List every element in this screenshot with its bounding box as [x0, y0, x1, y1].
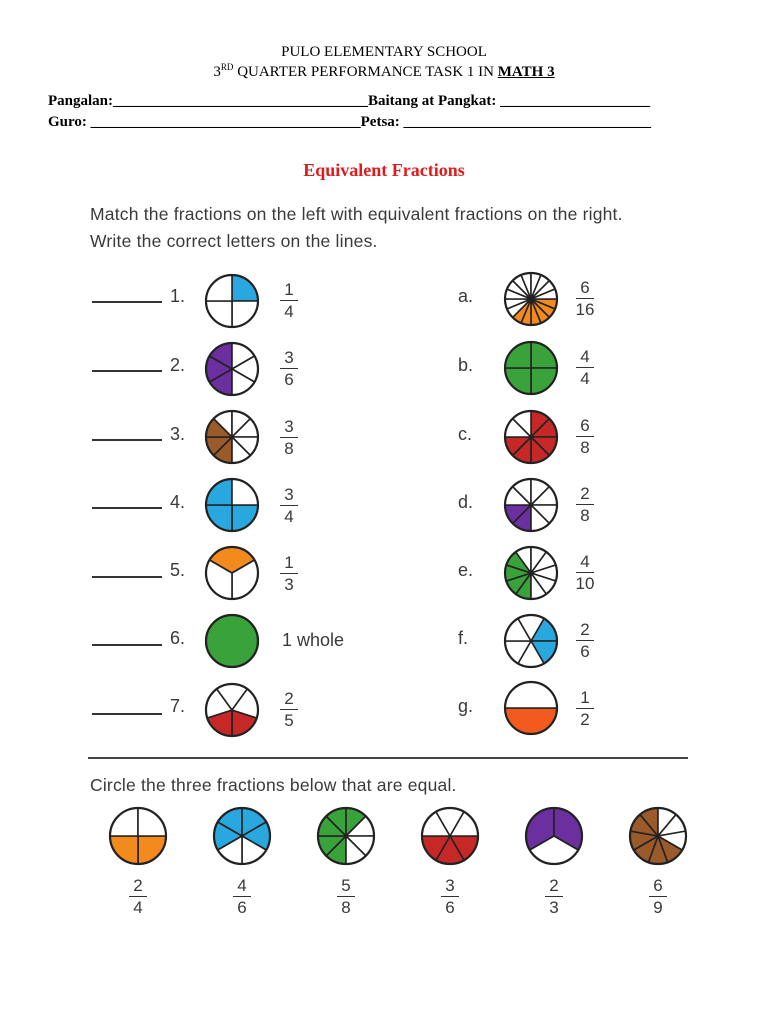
fraction-label: [570, 485, 600, 524]
choice-fraction-label: [227, 877, 257, 916]
whole-label: 1 whole: [282, 630, 345, 650]
option-label: c.: [458, 424, 473, 444]
numerator: 4: [580, 552, 590, 571]
numerator: 3: [445, 876, 455, 895]
numerator: 4: [580, 347, 590, 366]
denominator: 4: [133, 898, 143, 917]
fraction-label: [570, 279, 600, 318]
numerator: 4: [237, 876, 247, 895]
denominator: 4: [284, 302, 294, 321]
choice-fraction-label: [123, 877, 153, 916]
task-subject: MATH 3: [497, 64, 555, 80]
fraction-label: [570, 348, 600, 387]
numerator: 3: [284, 417, 294, 436]
option-label: f.: [458, 628, 469, 648]
numerator: 6: [580, 416, 590, 435]
numerator: 1: [284, 280, 294, 299]
answer-line-6[interactable]: [92, 644, 162, 646]
numerator: 5: [341, 876, 351, 895]
choice-circle-4-6[interactable]: [212, 806, 272, 866]
fraction-label: [274, 554, 304, 593]
answer-line-2[interactable]: [92, 370, 162, 372]
item-label: 5.: [170, 560, 186, 580]
choice-circle-3-6[interactable]: [420, 806, 480, 866]
fraction-label: [274, 690, 304, 729]
part2-instruction: Circle the three fractions below that are equal.: [90, 775, 457, 795]
fraction-circle-4-10: [503, 545, 559, 601]
numerator: 6: [580, 278, 590, 297]
fraction-label: [274, 486, 304, 525]
denominator: 8: [580, 438, 590, 457]
denominator: 6: [237, 898, 247, 917]
numerator: 2: [580, 620, 590, 639]
choice-fraction-label: [331, 877, 361, 916]
shaded-sector: [505, 708, 557, 734]
fraction-circle-1-2: [503, 680, 559, 736]
denominator: 8: [284, 439, 294, 458]
numerator: 2: [580, 484, 590, 503]
fraction-circle-6-16: [503, 271, 559, 327]
fraction-label: [274, 349, 304, 388]
task-description: QUARTER PERFORMANCE TASK 1 IN: [233, 64, 498, 80]
answer-line-4[interactable]: [92, 507, 162, 509]
task-ordinal: 3: [213, 64, 221, 80]
choice-fraction-label: [539, 877, 569, 916]
fraction-label: [570, 553, 600, 592]
fraction-label: [570, 689, 600, 728]
choice-circle-5-8[interactable]: [316, 806, 376, 866]
denominator: 3: [284, 575, 294, 594]
option-label: a.: [458, 286, 474, 306]
item-label: 2.: [170, 355, 186, 375]
denominator: 3: [549, 898, 559, 917]
denominator: 2: [580, 710, 590, 729]
denominator: 8: [580, 506, 590, 525]
denominator: 10: [575, 574, 595, 593]
denominator: 6: [445, 898, 455, 917]
fraction-circle-1-4: [204, 273, 260, 329]
fraction-label: [570, 621, 600, 660]
item-label: 3.: [170, 424, 186, 444]
fraction-circle-2-6: [503, 613, 559, 669]
denominator: 6: [284, 370, 294, 389]
denominator: 4: [580, 369, 590, 388]
choice-fraction-label: [435, 877, 465, 916]
denominator: 16: [575, 300, 595, 319]
instruction-line-2: Write the correct letters on the lines.: [90, 231, 378, 251]
item-label: 7.: [170, 696, 186, 716]
section-divider: [88, 757, 688, 759]
fraction-label: [274, 418, 304, 457]
denominator: 5: [284, 711, 294, 730]
choice-circle-2-4[interactable]: [108, 806, 168, 866]
fraction-circle-whole: [204, 613, 260, 669]
denominator: 4: [284, 507, 294, 526]
fraction-label: [570, 417, 600, 456]
answer-line-3[interactable]: [92, 439, 162, 441]
numerator: 2: [284, 689, 294, 708]
instruction-line-1: Match the fractions on the left with equivalent fractions on the right.: [90, 204, 623, 224]
worksheet-title: Equivalent Fractions: [303, 160, 465, 180]
choice-fraction-label: [643, 877, 673, 916]
option-label: d.: [458, 492, 474, 512]
numerator: 2: [549, 876, 559, 895]
numerator: 6: [653, 876, 663, 895]
numerator: 2: [133, 876, 143, 895]
denominator: 8: [341, 898, 351, 917]
numerator: 3: [284, 348, 294, 367]
task-title: [0, 62, 768, 81]
item-label: 4.: [170, 492, 186, 512]
choice-circle-2-3[interactable]: [524, 806, 584, 866]
fraction-circle-1-3: [204, 545, 260, 601]
numerator: 1: [284, 553, 294, 572]
answer-line-5[interactable]: [92, 576, 162, 578]
fraction-circle-3-8: [204, 409, 260, 465]
field-row-name-grade[interactable]: Pangalan:__________________________________Baitang at Pangkat: ____________________: [48, 93, 651, 109]
school-name: PULO ELEMENTARY SCHOOL: [281, 44, 487, 60]
task-ordinal-suffix: RD: [220, 62, 234, 72]
numerator: 1: [580, 688, 590, 707]
fraction-circle-4-4: [503, 340, 559, 396]
option-label: g.: [458, 696, 474, 716]
option-label: b.: [458, 355, 474, 375]
option-label: e.: [458, 560, 474, 580]
fraction-circle-3-4: [204, 477, 260, 533]
denominator: 9: [653, 898, 663, 917]
answer-line-7[interactable]: [92, 713, 162, 715]
fraction-circle-2-5: [204, 682, 260, 738]
item-label: 1.: [170, 286, 186, 306]
choice-circle-6-9[interactable]: [628, 806, 688, 866]
unshaded-sector: [505, 682, 557, 708]
item-label: 6.: [170, 628, 186, 648]
denominator: 6: [580, 642, 590, 661]
numerator: 3: [284, 485, 294, 504]
fraction-label: [274, 281, 304, 320]
answer-line-1[interactable]: [92, 301, 162, 303]
fraction-circle-2-8: [503, 477, 559, 533]
fraction-circle-3-6: [204, 341, 260, 397]
field-row-teacher-date[interactable]: Guro: ____________________________________Petsa: _________________________________: [48, 114, 652, 130]
fraction-circle-6-8: [503, 409, 559, 465]
